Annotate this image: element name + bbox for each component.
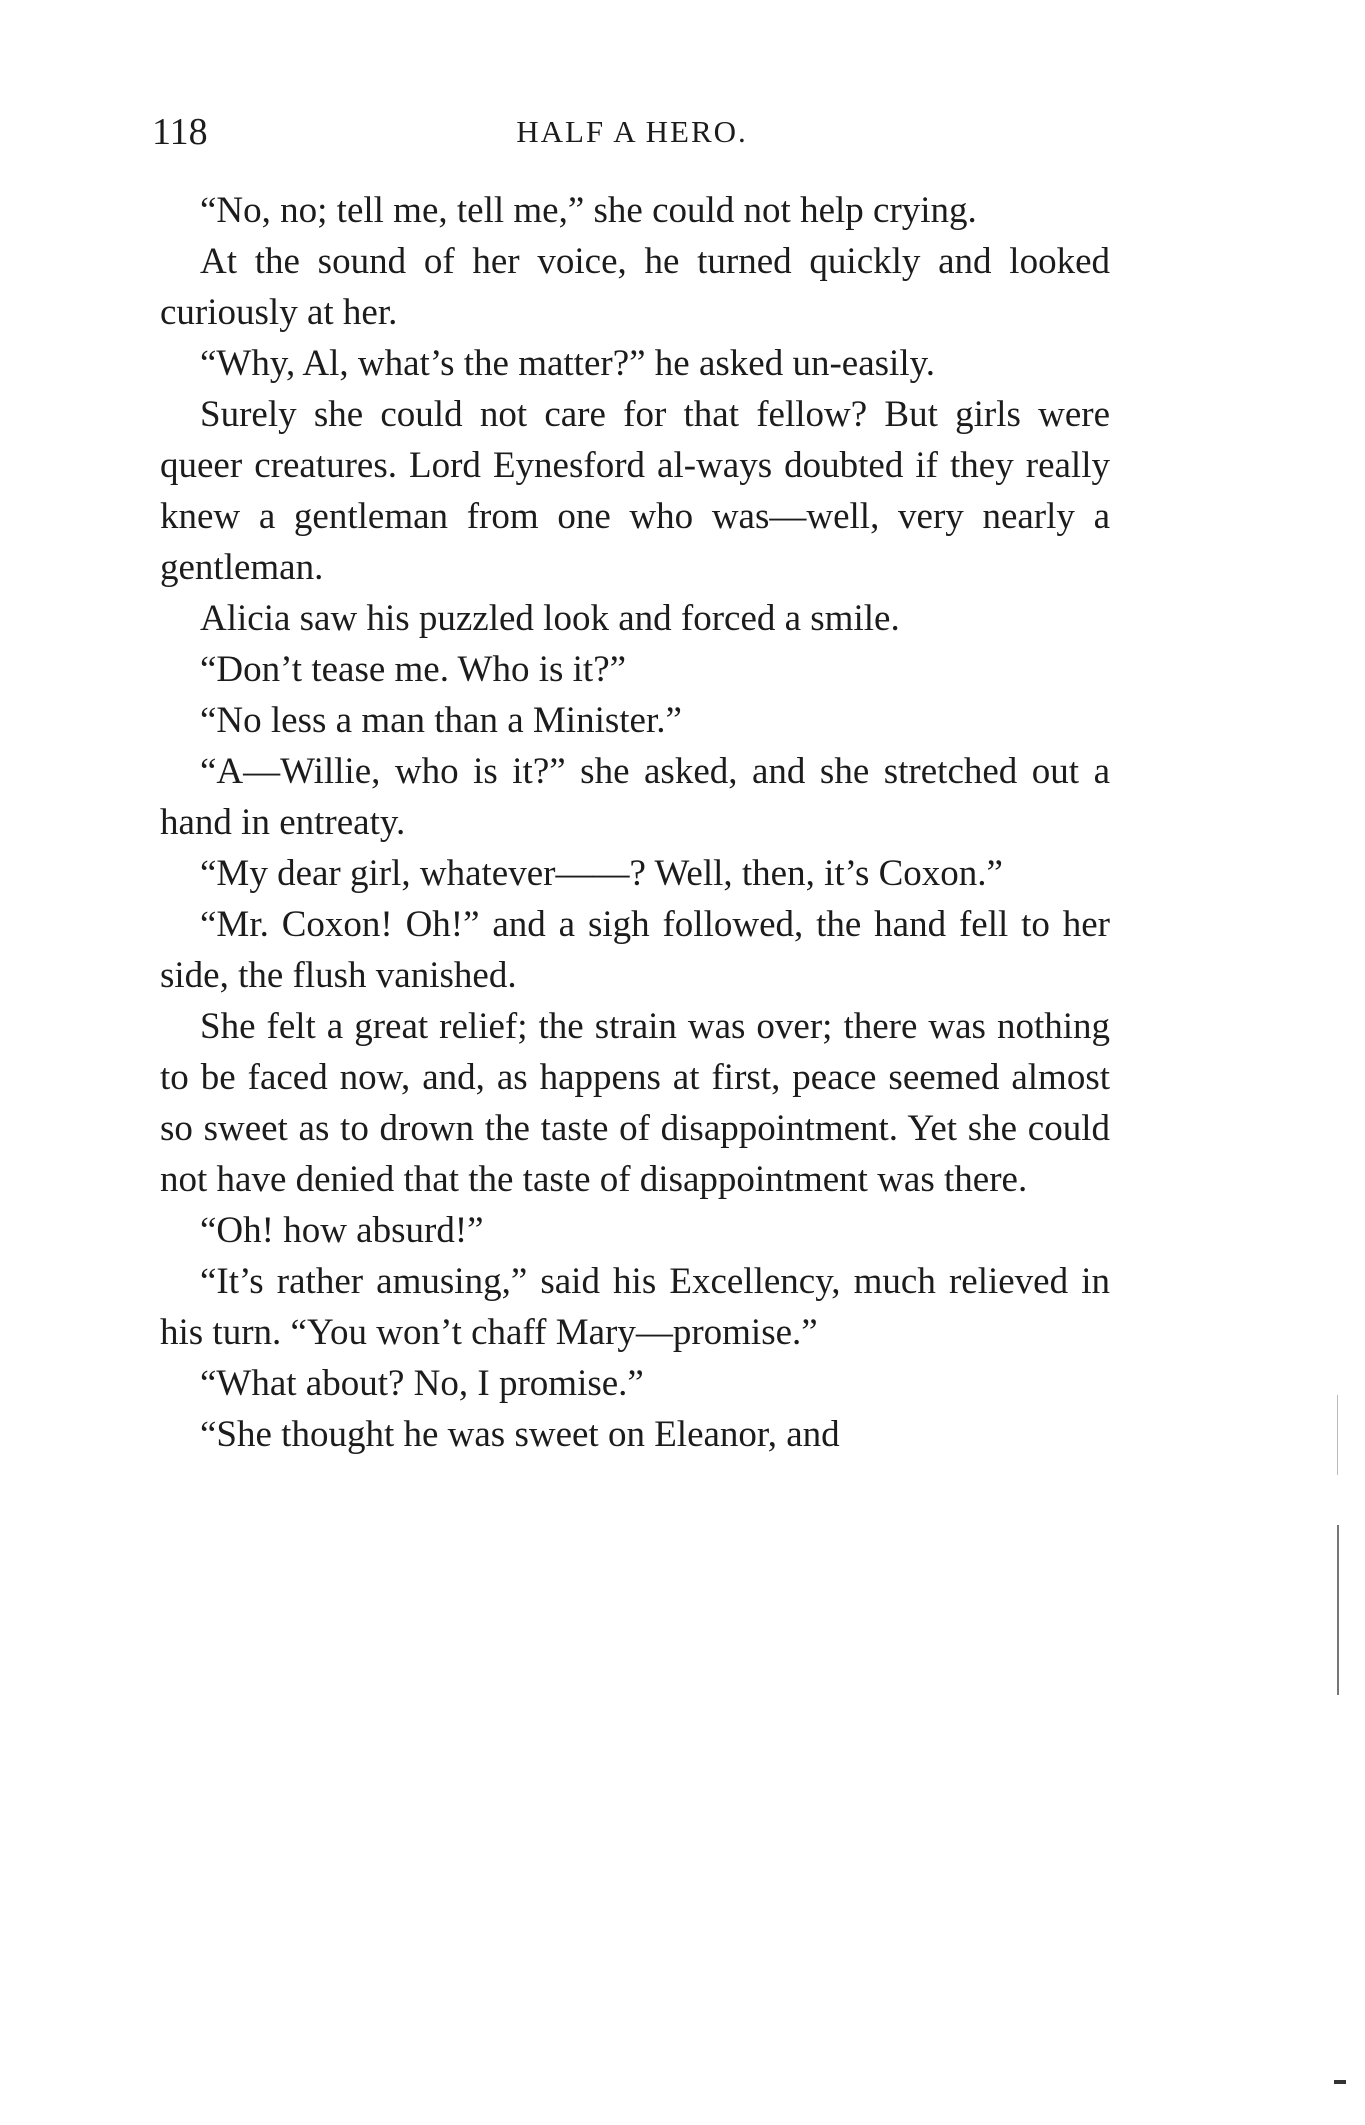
scan-artifact — [1337, 1395, 1338, 1475]
body-text — [160, 185, 1110, 1460]
paragraph: Alicia saw his puzzled look and forced a smile. — [200, 598, 900, 639]
page-header — [152, 108, 1112, 156]
paragraph: “No less a man than a Minister.” — [200, 700, 682, 741]
paragraph: Surely she could not care for that fellow? But girls were queer creatures. Lord Eynesford al-ways doubted if they really knew a gentleman from one who was—well, very nearly a gentleman. — [160, 394, 1110, 588]
paragraph: “Why, Al, what’s the matter?” he asked un-easily. — [200, 343, 935, 384]
paragraph: “Oh! how absurd!” — [200, 1210, 484, 1251]
paragraph: “What about? No, I promise.” — [200, 1363, 644, 1404]
paragraph: At the sound of her voice, he turned quickly and looked curiously at her. — [160, 241, 1110, 333]
scan-artifact — [1337, 1525, 1339, 1695]
paragraph: “It’s rather amusing,” said his Excellency, much relieved in his turn. “You won’t chaff Mary—promise.” — [160, 1261, 1110, 1353]
paragraph: “She thought he was sweet on Eleanor, and — [200, 1414, 840, 1455]
paragraph: “My dear girl, whatever——? Well, then, it’s Coxon.” — [200, 853, 1003, 894]
page-number: 118 — [152, 111, 208, 153]
scan-artifact — [1334, 2080, 1346, 2084]
paragraph: “A—Willie, who is it?” she asked, and she stretched out a hand in entreaty. — [160, 751, 1110, 843]
paragraph: “Mr. Coxon! Oh!” and a sigh followed, the hand fell to her side, the flush vanished. — [160, 904, 1110, 996]
paragraph: “No, no; tell me, tell me,” she could not help crying. — [200, 190, 977, 231]
running-title: HALF A HERO. — [516, 114, 748, 149]
paragraph: She felt a great relief; the strain was over; there was nothing to be faced now, and, as happens at first, peace seemed almost so sweet as to drown the taste of disappointment. Yet she could not have denied that the taste of disappointment was there. — [160, 1006, 1110, 1200]
paragraph: “Don’t tease me. Who is it?” — [200, 649, 627, 690]
